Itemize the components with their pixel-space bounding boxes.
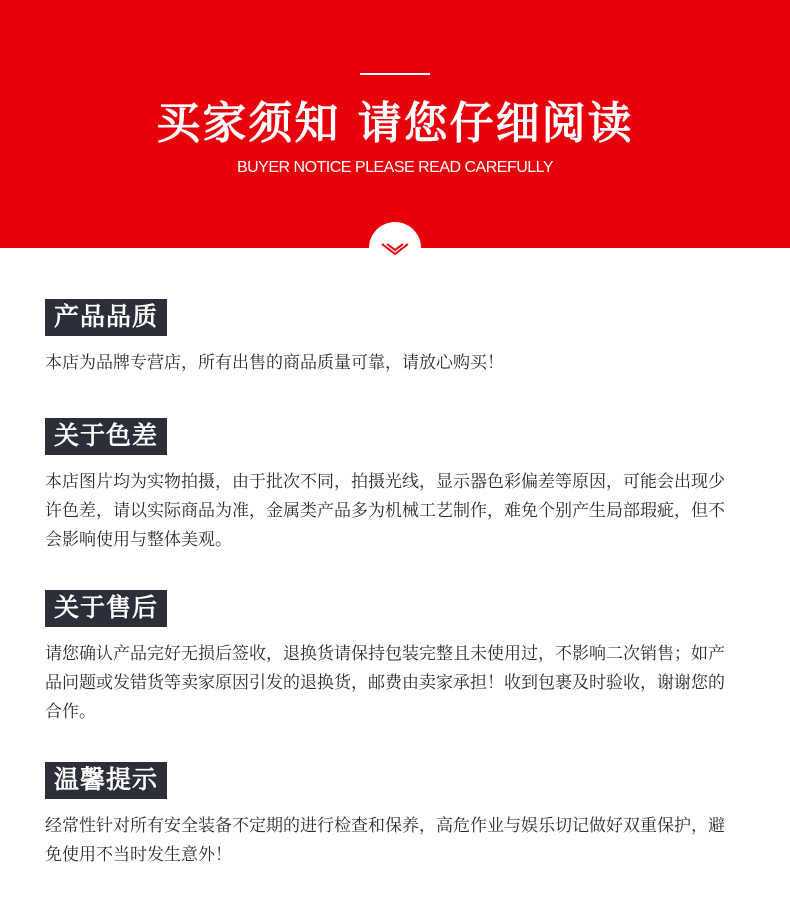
section-tag: 温馨提示 (45, 762, 167, 799)
section-tag: 关于售后 (45, 590, 167, 627)
section-product-quality (45, 299, 745, 378)
page-title: 买家须知 请您仔细阅读 (156, 98, 634, 149)
section-tag: 产品品质 (45, 299, 167, 336)
chevron-down-icon (380, 241, 410, 257)
section-warm-tips (45, 762, 745, 870)
page-subtitle: BUYER NOTICE PLEASE READ CAREFULLY (236, 159, 554, 176)
section-text: 请您确认产品完好无损后签收，退换货请保持包装完整且未使用过，不影响二次销售；如产品问题或发错货等卖家原因引发的退换货，邮费由卖家承担！收到包裹及时验收，谢谢您的合作。 (45, 644, 725, 722)
section-color-difference (45, 418, 745, 555)
banner-divider (360, 73, 430, 75)
section-after-sales (45, 590, 745, 727)
section-tag: 关于色差 (45, 418, 167, 455)
section-text: 经常性针对所有安全装备不定期的进行检查和保养，高危作业与娱乐切记做好双重保护，避免使用不当时发生意外！ (45, 816, 725, 865)
section-text: 本店为品牌专营店，所有出售的商品质量可靠，请放心购买！ (45, 353, 504, 373)
header-banner (0, 0, 790, 248)
scroll-badge (369, 222, 421, 274)
section-text: 本店图片均为实物拍摄，由于批次不同，拍摄光线，显示器色彩偏差等原因，可能会出现少许色差，请以实际商品为准，金属类产品多为机械工艺制作，难免个别产生局部瑕疵，但不会影响使用与整体美观。 (45, 472, 725, 550)
